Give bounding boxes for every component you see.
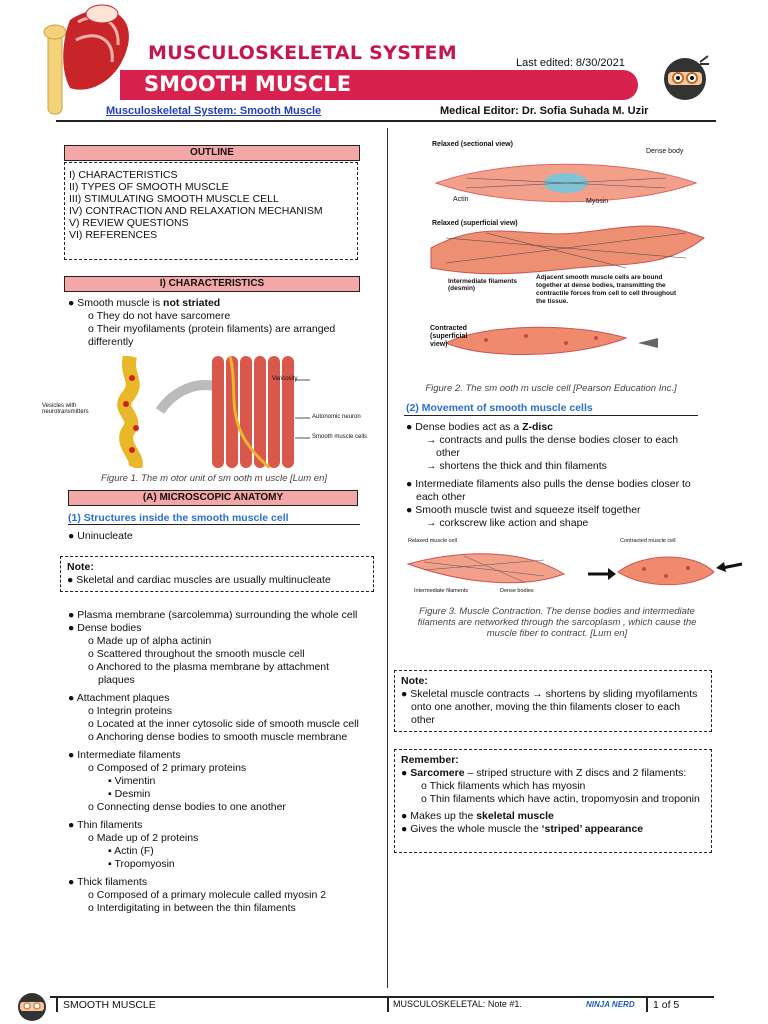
outline-item[interactable]: I) CHARACTERISTICS xyxy=(69,169,178,181)
list-item: ● Intermediate filaments xyxy=(68,749,181,761)
list-subitem: o Scattered throughout the smooth muscle cell xyxy=(88,648,305,660)
list-item: ● Smooth muscle is not striated xyxy=(68,297,221,309)
column-divider xyxy=(387,128,388,988)
list-item: ● Smooth muscle twist and squeeze itself together xyxy=(406,504,641,516)
list-subitem: → corkscrew like action and shape xyxy=(426,517,589,529)
list-item: ● Plasma membrane (sarcolemma) surrounding the whole cell xyxy=(68,609,358,621)
subheading-underline xyxy=(404,415,698,416)
page-title-line1: MUSCULOSKELETAL SYSTEM xyxy=(148,42,457,64)
list-subitem: o Anchored to the plasma membrane by attachment plaques xyxy=(88,661,330,686)
list-subitem: o Composed of a primary molecule called myosin 2 xyxy=(88,889,327,901)
microscopic-anatomy-heading: (A) MICROSCOPIC ANATOMY xyxy=(68,490,358,506)
list-subsubitem: ▪ Actin (F) xyxy=(108,845,154,857)
list-subitem: o Thin filaments which have actin, tropomyosin and troponin xyxy=(421,793,700,805)
fig3-label: Relaxed muscle cell xyxy=(408,538,457,544)
list-item: ● Sarcomere – striped structure with Z discs and 2 filaments: xyxy=(401,767,687,779)
page-title-line2: SMOOTH MUSCLE xyxy=(144,72,352,96)
fig1-label: Smooth muscle cells xyxy=(312,434,368,440)
brand-logo: NINJA NERD xyxy=(586,1000,635,1009)
list-subsubitem: ▪ Vimentin xyxy=(108,775,156,787)
fig2-label: Myosin xyxy=(586,198,609,205)
outline-heading: OUTLINE xyxy=(64,145,360,161)
list-item: ● Thin filaments xyxy=(68,819,143,831)
figure-3-caption: Figure 3. Muscle Contraction. The dense bodies and intermediate filaments are networked through the sarcoplasm , which cause the muscle fiber to contract. [Lum en] xyxy=(417,606,697,639)
list-subitem: o Connecting dense bodies to one another xyxy=(88,801,286,813)
figure-1-caption: Figure 1. The m otor unit of sm ooth m uscle [Lum en] xyxy=(101,473,327,484)
outline-item[interactable]: VI) REFERENCES xyxy=(69,229,158,241)
remember-box xyxy=(394,749,712,853)
fig2-label: Intermediate filaments (desmin) xyxy=(448,278,517,292)
footer-tick xyxy=(387,998,389,1012)
list-subitem: o Made up of 2 proteins xyxy=(88,832,199,844)
note-title: Note: xyxy=(401,675,428,687)
outline-item[interactable]: II) TYPES OF SMOOTH MUSCLE xyxy=(69,181,229,193)
footer-tick xyxy=(646,998,648,1012)
fig1-label: Autonomic neuron xyxy=(312,414,361,420)
list-subitem: o Anchoring dense bodies to smooth muscle membrane xyxy=(88,731,348,743)
fig1-label: Varicosity xyxy=(272,376,298,382)
list-subitem: → contracts and pulls the dense bodies closer to each other xyxy=(426,434,679,459)
fig2-label: Relaxed (sectional view) xyxy=(432,141,513,148)
fig2-label: Adjacent smooth muscle cells are bound together at dense bodies, transmitting the contractile forces from cell to cell throughout the tissue. xyxy=(536,274,677,305)
structures-subheading: (1) Structures inside the smooth muscle cell xyxy=(68,512,289,524)
fig3-label: Intermediate filaments xyxy=(414,588,469,594)
characteristics-list xyxy=(68,297,368,349)
footer-section-title: SMOOTH MUSCLE xyxy=(63,999,156,1011)
list-subitem: o Their myofilaments (protein filaments) are arranged differently xyxy=(88,323,336,348)
anatomy-structures-list xyxy=(68,609,364,915)
list-subitem: o Located at the inner cytosolic side of smooth muscle cell xyxy=(88,718,359,730)
list-subitem: o Composed of 2 primary proteins xyxy=(88,762,247,774)
list-item: ● Makes up the skeletal muscle xyxy=(401,810,554,822)
list-item: ● Thick filaments xyxy=(68,876,148,888)
fig1-label: Vesicles with neurotransmitters xyxy=(42,403,89,415)
list-item: ● Uninucleate xyxy=(68,530,133,542)
footer-divider xyxy=(50,996,714,998)
note-box xyxy=(60,556,374,592)
fig3-label: Contracted muscle cell xyxy=(620,538,676,544)
list-subitem: o Thick filaments which has myosin xyxy=(421,780,586,792)
list-subitem: o Interdigitating in between the thin filaments xyxy=(88,902,296,914)
breadcrumb-link[interactable]: Musculoskeletal System: Smooth Muscle xyxy=(106,105,322,117)
header-divider xyxy=(56,120,716,122)
list-item: ● Dense bodies act as a Z-disc xyxy=(406,421,554,433)
note-text: ● Skeletal muscle contracts → shortens by sliding myofilaments onto one another, moving the thin filaments closer to each other xyxy=(401,688,698,726)
list-item: ● Attachment plaques xyxy=(68,692,170,704)
fig2-label: Contracted (superficial view) xyxy=(430,325,468,348)
list-subitem: o Integrin proteins xyxy=(88,705,173,717)
medical-editor: Medical Editor: Dr. Sofia Suhada M. Uzir xyxy=(440,105,649,117)
outline-item[interactable]: V) REVIEW QUESTIONS xyxy=(69,217,189,229)
list-item: ● Dense bodies xyxy=(68,622,142,634)
note-text: ● Skeletal and cardiac muscles are usually multinucleate xyxy=(67,574,331,586)
note-title: Note: xyxy=(67,561,94,573)
outline-item[interactable]: III) STIMULATING SMOOTH MUSCLE CELL xyxy=(69,193,279,205)
ninja-mascot-icon xyxy=(660,52,710,102)
list-subitem: o They do not have sarcomere xyxy=(88,310,231,322)
fig2-label: Actin xyxy=(453,196,469,203)
list-subsubitem: ▪ Desmin xyxy=(108,788,151,800)
last-edited: Last edited: 8/30/2021 xyxy=(516,57,625,69)
fig2-label: Dense body xyxy=(646,148,684,155)
list-item: ● Intermediate filaments also pulls the dense bodies closer to each other xyxy=(406,478,691,503)
fig2-label: Relaxed (superficial view) xyxy=(432,220,518,227)
list-item: ● Gives the whole muscle the ‘striped’ appearance xyxy=(401,823,644,835)
outline-item[interactable]: IV) CONTRACTION AND RELAXATION MECHANISM xyxy=(69,205,323,217)
footer-ninja-icon xyxy=(14,990,50,1022)
list-subitem: → shortens the thick and thin filaments xyxy=(426,460,607,472)
list-subitem: o Made up of alpha actinin xyxy=(88,635,212,647)
characteristics-heading: I) CHARACTERISTICS xyxy=(64,276,360,292)
fig3-label: Dense bodies xyxy=(500,588,534,594)
footer-note-number: MUSCULOSKELETAL: Note #1. xyxy=(393,999,522,1009)
page-number: 1 of 5 xyxy=(653,999,680,1011)
outline-box xyxy=(64,162,358,260)
remember-title: Remember: xyxy=(401,754,459,766)
note-box xyxy=(394,670,712,732)
list-subsubitem: ▪ Tropomyosin xyxy=(108,858,175,870)
movement-list xyxy=(406,421,702,530)
figure-2-caption: Figure 2. The sm ooth m uscle cell [Pearson Education Inc.] xyxy=(425,383,677,394)
footer-tick xyxy=(56,998,58,1012)
movement-subheading: (2) Movement of smooth muscle cells xyxy=(406,402,593,414)
musculoskeletal-logo xyxy=(40,0,136,118)
subheading-underline xyxy=(68,524,360,525)
